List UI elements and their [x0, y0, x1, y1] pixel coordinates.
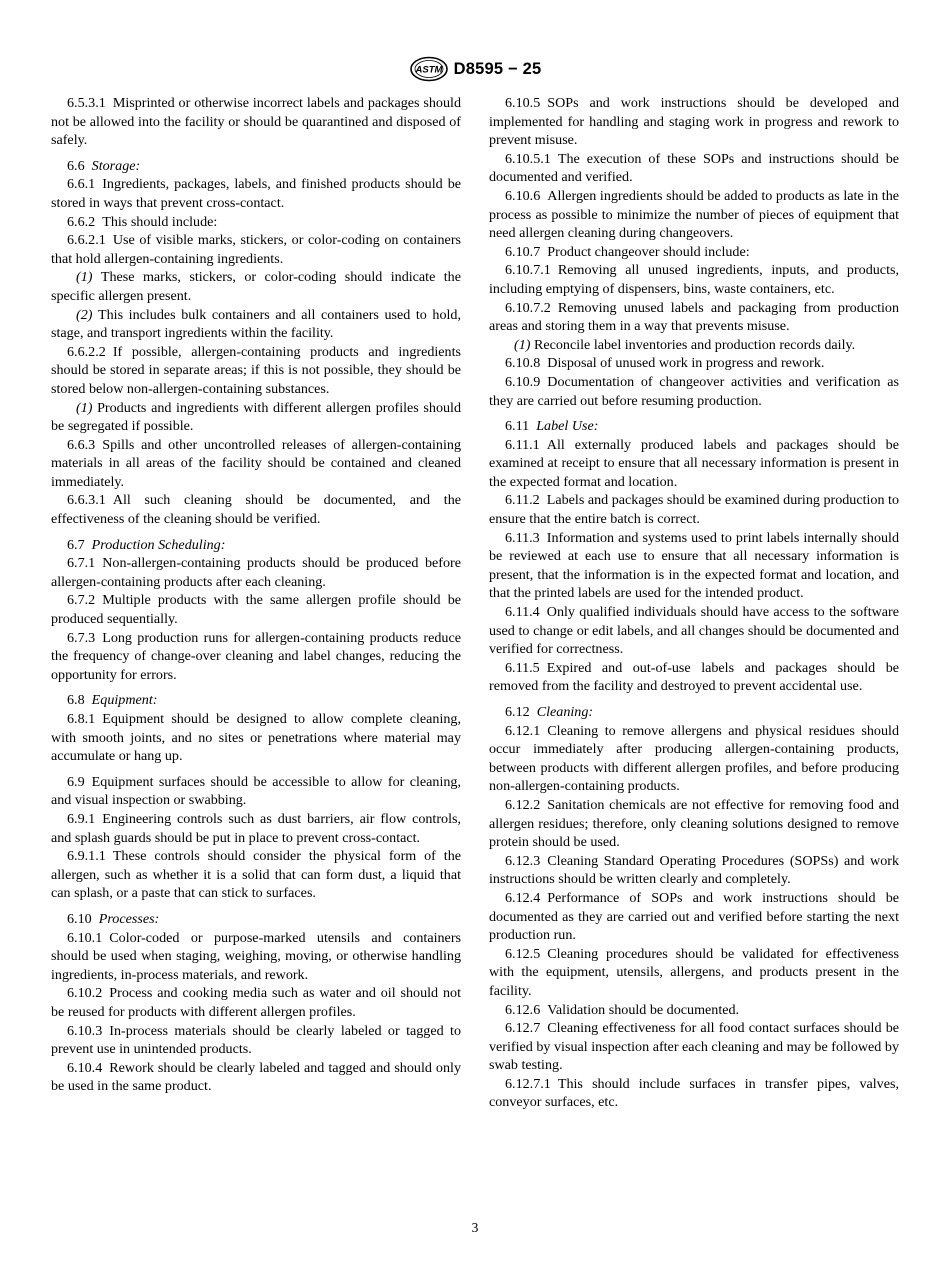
section-heading: [51, 157, 461, 176]
clause-paragraph: [489, 889, 899, 945]
clause-text: Ingredients, packages, labels, and finished products should be stored in ways that prevent cross-contact.: [51, 176, 461, 211]
clause-text: This should include:: [102, 213, 218, 230]
clause-text: Multiple products with the same allergen profile should be produced sequentially.: [51, 592, 461, 628]
clause-number: 6.12.7.1: [505, 1075, 551, 1092]
clause-number: (1): [76, 399, 93, 416]
clause-number: 6.6.1: [67, 176, 96, 193]
clause-number: 6.11.2: [505, 492, 540, 509]
logo-text: ASTM: [415, 64, 443, 76]
list-item: [51, 306, 461, 343]
clause-paragraph: [489, 436, 899, 492]
clause-paragraph: [51, 554, 461, 591]
clause-number: (2): [76, 306, 93, 323]
clause-number: 6.12.5: [505, 945, 541, 962]
clause-number: 6.10.7.2: [505, 299, 551, 316]
section-heading: [489, 703, 899, 722]
clause-text: Cleaning effectiveness for all food contact surfaces should be verified by visual inspection after each cleaning and may be followed by swab testing.: [489, 1020, 899, 1074]
clause-text: Sanitation chemicals are not effective for removing food and allergen residues; therefore, only cleaning solutions designed to remove protein should be used.: [489, 796, 899, 851]
document-id: D8595 − 25: [453, 59, 542, 78]
clause-number: 6.10.9: [505, 373, 541, 390]
clause-text: Cleaning to remove allergens and physical residues should occur immediately after producing allergen-containing products, between products with different allergen profiles, and before producing non-allergen-containing products.: [489, 722, 899, 795]
clause-text: Product changeover should include:: [547, 243, 750, 260]
clause-text: If possible, allergen-containing products and ingredients should be stored in separate areas; if this is not possible, they should be stored below non-allergen-containing substances.: [51, 343, 461, 397]
clause-text: Products and ingredients with different allergen profiles should be segregated if possible.: [51, 399, 461, 435]
clause-text: In-process materials should be clearly labeled or tagged to prevent use in unintended products.: [51, 1022, 461, 1058]
section-heading: [51, 536, 461, 555]
clause-number: 6.12.6: [505, 1001, 541, 1018]
clause-paragraph: [51, 343, 461, 399]
clause-text: All externally produced labels and packages should be examined at receipt to ensure that all necessary information is present in the expected format and location.: [489, 436, 899, 490]
clause-text: Rework should be clearly labeled and tagged and should only be used in the same product.: [51, 1059, 461, 1095]
clause-text: Storage:: [91, 157, 141, 174]
clause-paragraph: [51, 929, 461, 985]
clause-paragraph: [489, 1075, 899, 1112]
clause-text: Long production runs for allergen-containing products reduce the frequency of change-over cleaning and label changes, reducing the opportunity for errors.: [51, 629, 461, 683]
clause-text: Validation should be documented.: [547, 1001, 740, 1018]
list-item: [51, 268, 461, 305]
clause-paragraph: [51, 1059, 461, 1096]
clause-text: Reconcile label inventories and production records daily.: [533, 336, 856, 353]
clause-paragraph: [51, 1022, 461, 1059]
clause-paragraph: [489, 529, 899, 603]
clause-text: These marks, stickers, or color-coding should indicate the specific allergen present.: [51, 269, 461, 304]
clause-text: Misprinted or otherwise incorrect labels and packages should not be allowed into the facility or should be quarantined and disposed of safely.: [51, 95, 461, 149]
clause-text: Equipment surfaces should be accessible to allow for cleaning, and visual inspection or swabbing.: [51, 773, 461, 809]
section-heading: [51, 910, 461, 929]
clause-number: 6.12: [505, 704, 530, 720]
list-item: [489, 336, 899, 355]
clause-paragraph: [489, 299, 899, 336]
clause-paragraph: [51, 847, 461, 903]
clause-paragraph: [489, 659, 899, 696]
clause-text: Cleaning:: [536, 704, 594, 720]
clause-text: Color-coded or purpose-marked utensils and containers should be used when staging, weighing, moving, or otherwise handling ingredients, in-process materials, and rework.: [51, 929, 461, 983]
clause-paragraph: [51, 436, 461, 492]
clause-number: 6.8: [67, 692, 85, 709]
astm-logo-icon: [409, 56, 449, 82]
clause-number: 6.11: [505, 418, 530, 435]
clause-text: Cleaning Standard Operating Procedures (SOPSs) and work instructions should be written clearly and completely.: [489, 852, 899, 888]
clause-text: Equipment should be designed to allow complete cleaning, with smooth joints, and no sites or penetrations where material may accumulate or hang up.: [51, 711, 461, 765]
clause-number: 6.11.4: [505, 604, 540, 621]
clause-text: This includes bulk containers and all containers used to hold, stage, and transport ingredients within the facility.: [51, 306, 462, 342]
clause-paragraph: [51, 491, 461, 528]
clause-number: 6.12.4: [505, 889, 541, 906]
clause-text: Processes:: [98, 910, 160, 927]
clause-number: 6.7.2: [67, 592, 96, 609]
clause-paragraph: [489, 373, 899, 410]
clause-text: Spills and other uncontrolled releases of allergen-containing materials in all areas of the facility should be contained and cleaned immediately.: [51, 436, 461, 490]
clause-text: Performance of SOPs and work instructions should be documented as they are carried out and verified before starting the next production run.: [489, 889, 899, 944]
clause-text: Labels and packages should be examined during production to ensure that the entire batch is correct.: [489, 492, 900, 528]
clause-number: 6.10: [67, 910, 92, 927]
page-number: 3: [471, 1220, 479, 1235]
clause-text: This should include surfaces in transfer pipes, valves, conveyor surfaces, etc.: [489, 1075, 899, 1111]
clause-paragraph: [51, 773, 461, 810]
clause-number: 6.5.3.1: [67, 95, 106, 111]
clause-number: 6.9.1.1: [67, 848, 106, 865]
clause-paragraph: [51, 231, 461, 268]
clause-number: 6.9.1: [67, 810, 96, 827]
clause-number: 6.10.7.1: [505, 262, 551, 279]
clause-text: Label Use:: [536, 418, 599, 435]
right-column: [489, 94, 899, 1112]
clause-text: Documentation of changeover activities and verification as they are carried out before resuming production.: [489, 373, 899, 409]
clause-number: 6.6.3.1: [67, 492, 106, 509]
clause-number: 6.10.8: [505, 355, 541, 372]
clause-text: Use of visible marks, stickers, or color-coding on containers that hold allergen-containing ingredients.: [51, 232, 461, 267]
clause-number: 6.12.1: [505, 722, 541, 739]
clause-text: All such cleaning should be documented, and the effectiveness of the cleaning should be verified.: [51, 492, 461, 528]
clause-paragraph: [489, 796, 899, 852]
clause-text: Process and cooking media such as water and oil should not be reused for products with different allergen profiles.: [51, 985, 461, 1020]
clause-paragraph: [51, 175, 461, 212]
clause-number: 6.6: [67, 157, 85, 174]
page-header: [0, 56, 950, 84]
clause-number: 6.11.3: [505, 529, 540, 546]
clause-number: 6.6.2.1: [67, 232, 106, 249]
clause-paragraph: [489, 945, 899, 1001]
clause-paragraph: [51, 710, 461, 766]
clause-paragraph: [51, 94, 461, 150]
clause-paragraph: [489, 354, 899, 373]
clause-paragraph: [489, 187, 899, 243]
clause-paragraph: [489, 1019, 899, 1075]
clause-text: Removing unused labels and packaging from production areas and storing them in a way that prevents misuse.: [489, 299, 899, 335]
clause-number: 6.7.3: [67, 629, 96, 646]
clause-paragraph: [489, 243, 899, 262]
clause-number: 6.12.7: [505, 1020, 541, 1037]
clause-text: SOPs and work instructions should be developed and implemented for handling and staging work in progress and rework to prevent misuse.: [489, 95, 899, 149]
clause-text: Allergen ingredients should be added to products as late in the process as possible to minimize the number of pieces of equipment that need allergen cleaning during changeovers.: [489, 187, 899, 242]
clause-text: Non-allergen-containing products should be produced before allergen-containing products after each cleaning.: [51, 555, 461, 590]
clause-number: 6.6.2: [67, 213, 96, 230]
clause-paragraph: [489, 491, 899, 528]
clause-number: (1): [514, 336, 531, 353]
section-heading: [51, 691, 461, 710]
clause-text: Production Scheduling:: [91, 536, 226, 553]
clause-number: 6.10.2: [67, 985, 103, 1002]
clause-text: Equipment:: [91, 692, 158, 709]
clause-number: 6.12.3: [505, 852, 541, 869]
clause-text: Information and systems used to print labels internally should be reviewed at each use to ensure that all necessary information is present, that the information is in the expected format and location, and that the printed labels are used for the intended product.: [489, 529, 899, 602]
clause-number: 6.10.4: [67, 1059, 103, 1076]
left-column: [51, 94, 461, 1096]
clause-number: 6.8.1: [67, 711, 96, 727]
clause-paragraph: [489, 94, 899, 150]
clause-paragraph: [51, 984, 461, 1021]
clause-number: 6.12.2: [505, 796, 541, 813]
clause-paragraph: [489, 150, 899, 187]
clause-paragraph: [489, 722, 899, 796]
clause-text: Disposal of unused work in progress and rework.: [547, 355, 825, 372]
clause-number: 6.6.3: [67, 436, 96, 453]
clause-paragraph: [489, 852, 899, 889]
clause-number: 6.7.1: [67, 555, 96, 572]
clause-text: Removing all unused ingredients, inputs, and products, including emptying of dispensers, bins, waste containers, etc.: [489, 262, 899, 297]
clause-number: 6.9: [67, 773, 85, 790]
clause-paragraph: [51, 629, 461, 685]
clause-number: 6.10.1: [67, 929, 103, 946]
clause-number: (1): [76, 269, 93, 286]
clause-paragraph: [489, 603, 899, 659]
clause-paragraph: [51, 591, 461, 628]
clause-text: These controls should consider the physical form of the allergen, such as whether it is a solid that can form dust, a liquid that can splash, or a paste that can stick to surfaces.: [51, 848, 461, 902]
clause-paragraph: [489, 1001, 899, 1020]
list-item: [51, 399, 461, 436]
clause-text: Engineering controls such as dust barriers, air flow controls, and splash guards should be put in place to prevent cross-contact.: [51, 810, 461, 846]
clause-number: 6.10.3: [67, 1022, 103, 1039]
clause-number: 6.11.5: [505, 659, 540, 676]
clause-number: 6.10.5: [505, 95, 541, 111]
clause-number: 6.10.5.1: [505, 150, 551, 167]
clause-number: 6.11.1: [505, 436, 540, 453]
clause-text: Expired and out-of-use labels and packages should be removed from the facility and destroyed to prevent accidental use.: [489, 659, 899, 695]
clause-number: 6.6.2.2: [67, 343, 106, 360]
clause-text: Only qualified individuals should have access to the software used to change or edit labels, and all changes should be documented and verified for correctness.: [489, 604, 899, 658]
clause-paragraph: [51, 810, 461, 847]
clause-text: The execution of these SOPs and instructions should be documented and verified.: [489, 150, 899, 186]
clause-text: Cleaning procedures should be validated for effectiveness with the equipment, utensils, allergens, and products present in the facility.: [489, 945, 899, 999]
clause-number: 6.7: [67, 536, 85, 553]
section-heading: [489, 417, 899, 436]
clause-number: 6.10.7: [505, 243, 541, 260]
clause-paragraph: [489, 261, 899, 298]
clause-paragraph: [51, 213, 461, 232]
clause-number: 6.10.6: [505, 187, 541, 204]
